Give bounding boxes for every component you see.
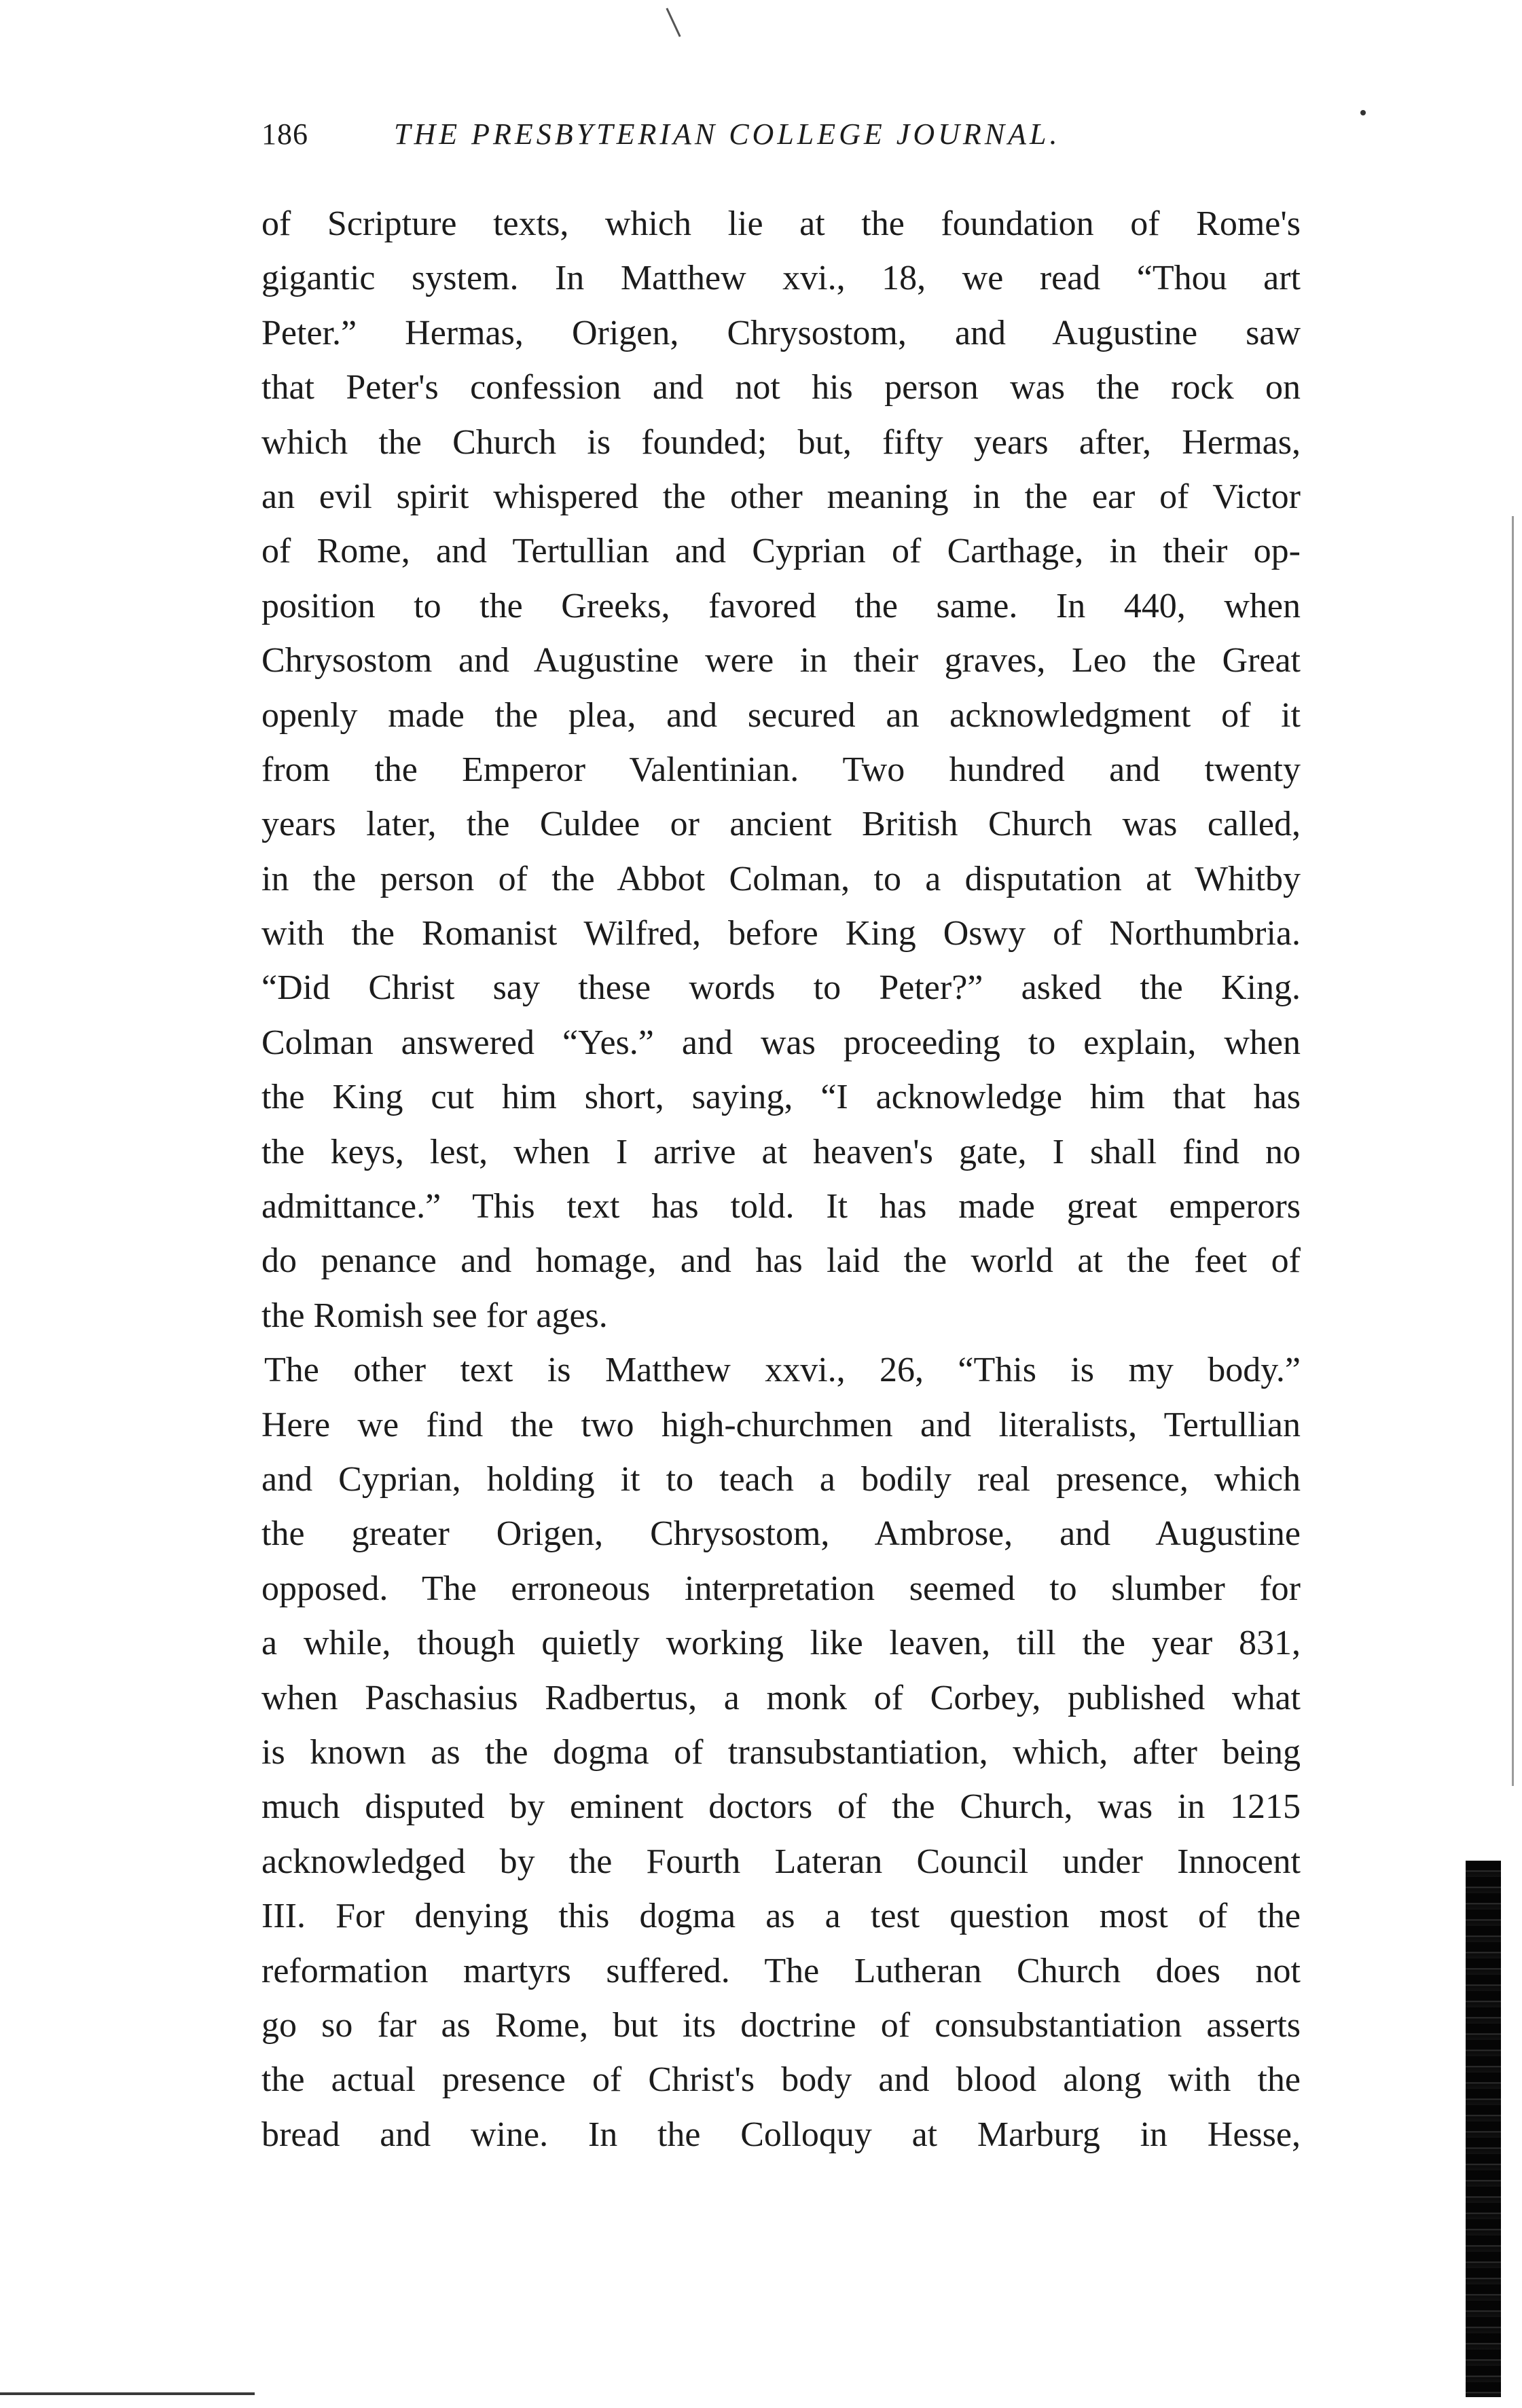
- ink-spot: [1360, 110, 1366, 115]
- text-line: when Paschasius Radbertus, a monk of Corbey, published what: [261, 1678, 1301, 1717]
- text-line: with the Romanist Wilfred, before King Oswy of Northumbria.: [261, 914, 1301, 953]
- running-head: THE PRESBYTERIAN COLLEGE JOURNAL.: [394, 117, 1061, 151]
- stray-ink-mark: [666, 8, 681, 37]
- text-line: of Rome, and Tertullian and Cyprian of Carthage, in their op-: [261, 532, 1301, 571]
- text-line: the actual presence of Christ's body and blood along with the: [261, 2060, 1301, 2100]
- text-line: position to the Greeks, favored the same. In 440, when: [261, 586, 1301, 625]
- text-line: Here we find the two high-churchmen and literalists, Tertullian: [261, 1405, 1301, 1444]
- text-line: Chrysostom and Augustine were in their graves, Leo the Great: [261, 641, 1301, 680]
- text-line: do penance and homage, and has laid the world at the feet of: [261, 1241, 1301, 1281]
- text-line: the greater Origen, Chrysostom, Ambrose, and Augustine: [261, 1514, 1301, 1554]
- text-line: bread and wine. In the Colloquy at Marburg in Hesse,: [261, 2115, 1301, 2154]
- text-line: in the person of the Abbot Colman, to a disputation at Whitby: [261, 859, 1301, 898]
- scan-bottom-rule: [0, 2392, 255, 2395]
- text-line: of Scripture texts, which lie at the foundation of Rome's: [261, 204, 1301, 243]
- text-line: years later, the Culdee or ancient British Church was called,: [261, 805, 1301, 844]
- text-line: openly made the plea, and secured an acknowledgment of it: [261, 695, 1301, 735]
- text-line: “Did Christ say these words to Peter?” asked the King.: [261, 968, 1301, 1008]
- scan-binding-edge: [1466, 1861, 1501, 2397]
- text-line: gigantic system. In Matthew xvi., 18, we read “Thou art: [261, 259, 1301, 298]
- text-line: which the Church is founded; but, fifty years after, Hermas,: [261, 422, 1301, 462]
- text-line: admittance.” This text has told. It has made great emperors: [261, 1187, 1301, 1226]
- page-header: [261, 117, 1301, 164]
- text-line: Colman answered “Yes.” and was proceeding to explain, when: [261, 1023, 1301, 1062]
- text-line: much disputed by eminent doctors of the Church, was in 1215: [261, 1787, 1301, 1827]
- page-edge-line: [1512, 516, 1514, 1786]
- text-line: the keys, lest, when I arrive at heaven's gate, I shall find no: [261, 1132, 1301, 1171]
- text-line: Peter.” Hermas, Origen, Chrysostom, and Augustine saw: [261, 313, 1301, 352]
- text-line: III. For denying this dogma as a test question most of the: [261, 1897, 1301, 1936]
- body-text: [261, 197, 1301, 2162]
- text-line: that Peter's confession and not his person was the rock on: [261, 368, 1301, 407]
- text-line: the King cut him short, saying, “I acknowledge him that has: [261, 1078, 1301, 1117]
- text-line: is known as the dogma of transubstantiation, which, after being: [261, 1732, 1301, 1772]
- paragraph-start-line: The other text is Matthew xxvi., 26, “This is my body.”: [264, 1351, 1301, 1390]
- paragraph-end-line: the Romish see for ages.: [261, 1296, 608, 1335]
- text-line: a while, though quietly working like leaven, till the year 831,: [261, 1624, 1301, 1663]
- text-line: opposed. The erroneous interpretation seemed to slumber for: [261, 1569, 1301, 1608]
- text-line: from the Emperor Valentinian. Two hundred and twenty: [261, 750, 1301, 789]
- text-line: go so far as Rome, but its doctrine of consubstantiation asserts: [261, 2005, 1301, 2045]
- text-line: an evil spirit whispered the other meaning in the ear of Victor: [261, 477, 1301, 516]
- text-line: and Cyprian, holding it to teach a bodily real presence, which: [261, 1459, 1301, 1499]
- text-line: reformation martyrs suffered. The Lutheran Church does not: [261, 1951, 1301, 1990]
- page-number: 186: [261, 117, 308, 151]
- text-line: acknowledged by the Fourth Lateran Council under Innocent: [261, 1842, 1301, 1881]
